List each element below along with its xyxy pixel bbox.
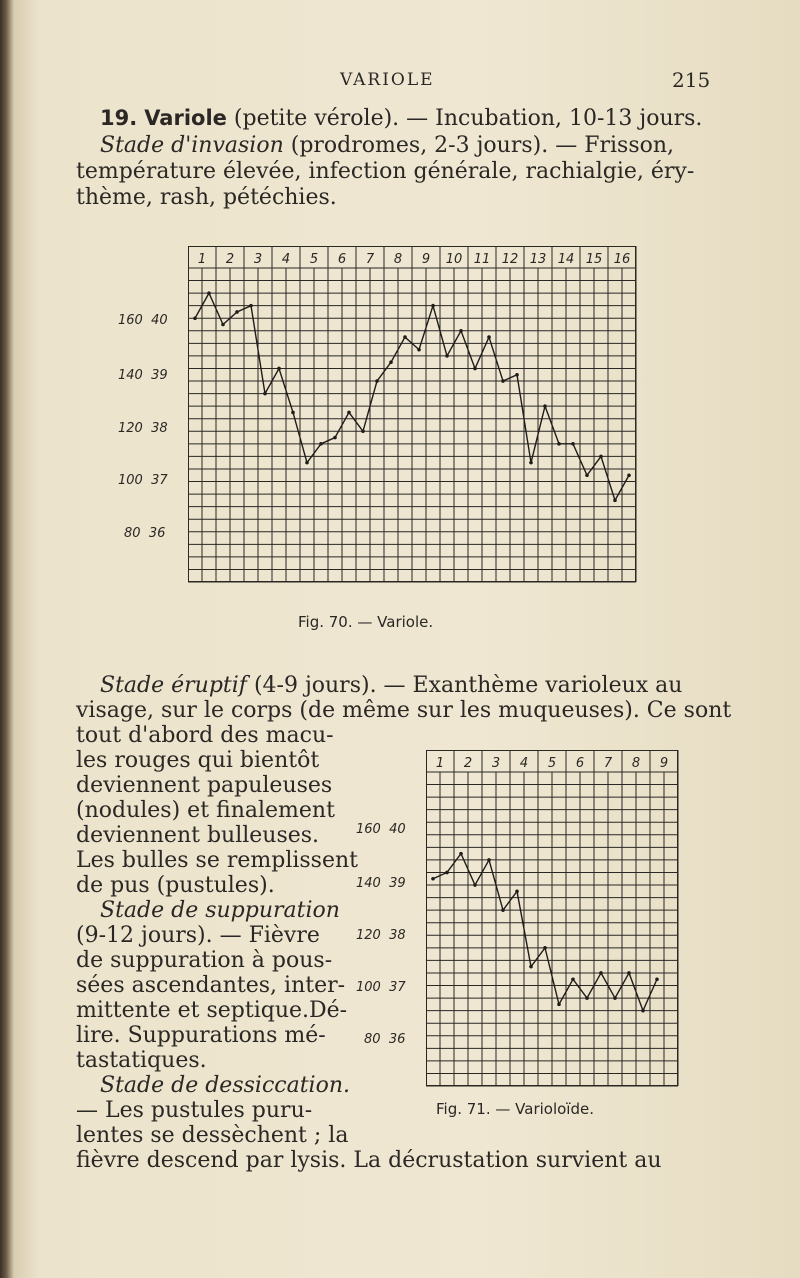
day-tick-label: 16 [613, 252, 631, 267]
pulse-label: 80 [124, 526, 141, 541]
temperature-point [487, 858, 491, 862]
body-line: Les bulles se remplissent [76, 848, 359, 873]
day-tick-label: 9 [421, 252, 431, 267]
day-tick-label: 4 [281, 252, 291, 267]
temperature-point [515, 373, 519, 377]
body-line: de pus (pustules). [76, 873, 275, 898]
body-line: température élevée, infection générale, rachialgie, éry- [76, 159, 695, 184]
temperature-point [305, 461, 309, 465]
temperature-point [655, 977, 659, 981]
pulse-label: 160 [356, 822, 381, 837]
temp-label: 36 [388, 1032, 406, 1047]
temperature-point [333, 436, 337, 440]
pulse-label: 140 [118, 368, 143, 383]
figure-caption: Fig. 70. — Variole. [298, 613, 434, 631]
day-tick-label: 12 [501, 252, 519, 267]
temperature-point [277, 367, 281, 371]
temperature-point [249, 304, 253, 308]
temp-label: 38 [389, 928, 406, 943]
temperature-point [319, 442, 323, 446]
day-tick-label: 3 [253, 252, 263, 267]
body-line: (nodules) et finalement [76, 798, 335, 823]
temperature-point [599, 455, 603, 459]
temperature-point [375, 379, 379, 383]
temperature-point [347, 411, 351, 415]
temperature-point [585, 996, 589, 1000]
day-tick-label: 5 [309, 252, 319, 267]
running-title: VARIOLE [340, 70, 435, 90]
body-line: deviennent bulleuses. [76, 823, 320, 848]
day-tick-label: 8 [631, 756, 641, 771]
temperature-point [613, 996, 617, 1000]
body-line: les rouges qui bientôt [76, 748, 320, 773]
temperature-point [431, 304, 435, 308]
body-line: deviennent papuleuses [76, 773, 333, 798]
body-line: visage, sur le corps (de même sur les muqueuses). Ce sont [76, 698, 732, 723]
day-tick-label: 6 [575, 756, 585, 771]
day-tick-label: 13 [529, 252, 547, 267]
day-tick-label: 15 [585, 252, 603, 267]
temperature-point [263, 392, 267, 396]
section-heading-line [100, 106, 702, 131]
body-line: — Les pustules puru- [76, 1098, 313, 1123]
temperature-point [599, 971, 603, 975]
day-tick-label: 2 [225, 252, 235, 267]
temp-label: 36 [148, 526, 166, 541]
temperature-point [613, 499, 617, 503]
pulse-label: 80 [364, 1032, 381, 1047]
day-tick-label: 7 [603, 756, 613, 771]
invasion-stage-label: Stade d'invasion [100, 133, 284, 158]
body-line: tastatiques. [76, 1048, 207, 1073]
invasion-stage-text: (prodromes, 2-3 jours). — Frisson, [290, 133, 675, 158]
body-line: de suppuration à pous- [76, 948, 333, 973]
body-line: (9-12 jours). — Fièvre [76, 923, 320, 948]
temperature-point [473, 883, 477, 887]
day-tick-label: 8 [393, 252, 403, 267]
temperature-point [627, 473, 631, 477]
fever-chart-variole [188, 246, 640, 584]
pulse-label: 120 [118, 421, 143, 436]
section-number: 19. [100, 106, 138, 130]
temperature-point [515, 890, 519, 894]
temp-label: 39 [389, 876, 406, 891]
temperature-point [459, 329, 463, 333]
eruptive-stage-label: Stade éruptif [100, 673, 247, 698]
pulse-label: 160 [118, 313, 143, 328]
body-line: fièvre descend par lysis. La décrustation survient au [76, 1148, 662, 1173]
body-line: thème, rash, pétéchies. [76, 185, 337, 210]
temp-label: 40 [389, 822, 406, 837]
temperature-point [193, 316, 197, 320]
pulse-label: 100 [118, 473, 143, 488]
day-tick-label: 1 [197, 252, 207, 267]
temperature-point [403, 335, 407, 339]
pulse-label: 100 [356, 980, 381, 995]
eruptive-stage-text: (4-9 jours). — Exanthème varioleux au [253, 673, 683, 698]
temp-label: 37 [389, 980, 406, 995]
chart-svg [188, 246, 640, 584]
temperature-point [571, 977, 575, 981]
temperature-point [641, 1009, 645, 1013]
section-title-rest: (petite vérole). — Incubation, 10-13 jours. [233, 106, 703, 131]
temperature-point [221, 323, 225, 327]
day-tick-label: 9 [659, 756, 669, 771]
temp-label: 38 [151, 421, 168, 436]
invasion-line [100, 134, 674, 158]
day-tick-label: 7 [365, 252, 375, 267]
day-tick-label: 3 [491, 756, 501, 771]
temperature-point [557, 1003, 561, 1007]
temperature-point [445, 354, 449, 358]
page-number: 215 [672, 68, 711, 92]
temperature-point [501, 908, 505, 912]
temperature-point [627, 971, 631, 975]
temperature-point [459, 852, 463, 856]
temperature-point [389, 360, 393, 364]
temperature-point [543, 404, 547, 408]
suppuration-stage-label: Stade de suppuration [100, 898, 340, 923]
temperature-point [235, 310, 239, 314]
temperature-point [557, 442, 561, 446]
chart-svg [426, 750, 684, 1088]
temperature-point [207, 291, 211, 295]
temperature-point [291, 411, 295, 415]
day-tick-label: 4 [519, 756, 529, 771]
pulse-label: 120 [356, 928, 381, 943]
day-tick-label: 5 [547, 756, 557, 771]
running-header [0, 62, 800, 92]
temperature-point [473, 367, 477, 371]
temperature-point [529, 965, 533, 969]
pulse-label: 140 [356, 876, 381, 891]
dessiccation-stage-label: Stade de dessiccation. [100, 1073, 350, 1098]
temperature-curve [433, 854, 657, 1011]
temperature-point [445, 871, 449, 875]
temperature-point [487, 335, 491, 339]
temperature-point [417, 348, 421, 352]
day-tick-label: 1 [435, 756, 445, 771]
fever-chart-varioloide [426, 750, 684, 1088]
body-line: lentes se dessèchent ; la [76, 1123, 349, 1148]
section-title: Variole [144, 106, 227, 130]
figure-caption: Fig. 71. — Varioloïde. [436, 1100, 594, 1118]
temperature-point [543, 946, 547, 950]
body-line: mittente et septique.Dé- [76, 998, 348, 1023]
temperature-point [431, 877, 435, 881]
temp-label: 39 [151, 368, 168, 383]
body-line: lire. Suppurations mé- [76, 1023, 326, 1048]
body-line: tout d'abord des macu- [76, 723, 334, 748]
temperature-point [501, 379, 505, 383]
day-tick-label: 2 [463, 756, 473, 771]
day-tick-label: 10 [445, 252, 463, 267]
temperature-point [585, 473, 589, 477]
day-tick-label: 14 [557, 252, 575, 267]
body-line: sées ascendantes, inter- [76, 973, 346, 998]
day-tick-label: 6 [337, 252, 347, 267]
day-tick-label: 11 [473, 252, 491, 267]
eruptive-line [100, 674, 682, 698]
temperature-point [529, 461, 533, 465]
temp-label: 40 [151, 313, 168, 328]
temperature-point [571, 442, 575, 446]
temperature-point [361, 429, 365, 433]
temp-label: 37 [151, 473, 168, 488]
